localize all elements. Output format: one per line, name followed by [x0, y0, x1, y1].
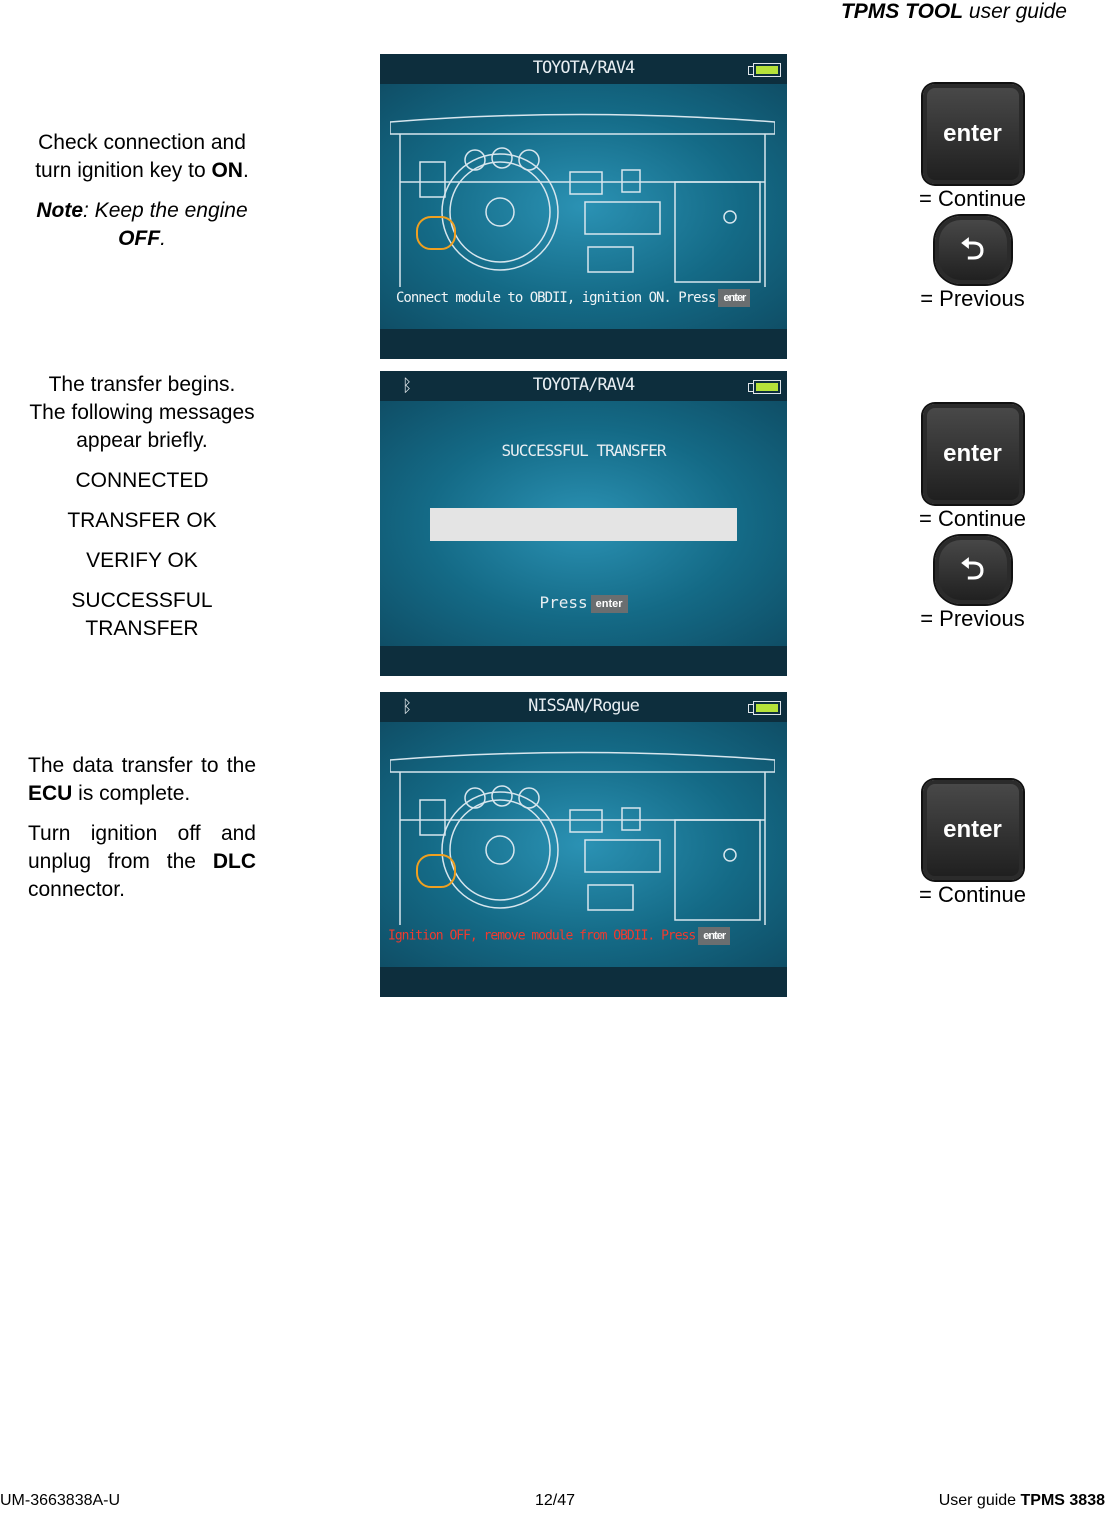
enter-key-icon: enter: [923, 404, 1023, 504]
screen-title: TOYOTA/RAV4: [532, 58, 635, 78]
enter-key-icon: enter: [923, 780, 1023, 880]
transfer-status: SUCCESSFUL TRANSFER: [501, 441, 666, 460]
continue-label: = Continue: [918, 882, 1027, 907]
screen-title: TOYOTA/RAV4: [532, 375, 635, 395]
step-description: The transfer begins. The following messages appear briefly. CONNECTED TRANSFER OK VERIFY OK SUCCESSFUL TRANSFER: [28, 371, 256, 655]
screen-message: Ignition OFF, remove module from OBDII. Press enter: [388, 927, 730, 945]
key-legend: [905, 780, 1040, 912]
bluetooth-icon: ᛒ: [402, 376, 413, 395]
step-row-1: [0, 54, 1105, 359]
note: Note: Keep the engine OFF.: [36, 199, 248, 250]
step-description: The data transfer to the ECU is complete. Turn ignition off and unplug from the DLC connector.: [28, 754, 256, 901]
key-legend: [905, 404, 1040, 636]
step-row-2: [0, 371, 1105, 676]
battery-icon: [753, 63, 781, 77]
progress-bar: [430, 508, 737, 541]
battery-icon: [753, 701, 781, 715]
guide-reference: User guide TPMS 3838: [938, 1492, 1105, 1509]
screen-message: Connect module to OBDII, ignition ON. Press enter: [396, 289, 750, 307]
step-row-3: [0, 692, 1105, 997]
device-screen: [380, 692, 787, 997]
message-connected: CONNECTED: [75, 469, 209, 492]
page-number: 12/47: [535, 1492, 576, 1509]
press-prompt: Press enter: [380, 593, 787, 613]
bluetooth-icon: ᛒ: [402, 697, 413, 716]
enter-key-icon: enter: [923, 84, 1023, 184]
enter-key-hint: enter: [591, 595, 628, 613]
message-verify-ok: VERIFY OK: [86, 549, 198, 572]
enter-key-hint: enter: [718, 289, 750, 307]
page-header: [841, 0, 1067, 24]
device-screen: [380, 54, 787, 359]
enter-key-hint: enter: [698, 927, 730, 945]
back-key-icon: ⮌: [935, 536, 1011, 604]
header-suffix: user guide: [968, 0, 1067, 23]
key-legend: [905, 84, 1040, 316]
battery-icon: [753, 380, 781, 394]
message-successful-transfer: SUCCESSFUL TRANSFER: [71, 589, 213, 640]
page-footer: [0, 1492, 1105, 1514]
document-id: UM-3663838A-U: [0, 1492, 121, 1509]
previous-label: = Previous: [920, 606, 1025, 631]
header-brand: TPMS TOOL: [840, 0, 964, 23]
continue-label: = Continue: [918, 186, 1027, 211]
step-description: Check connection and turn ignition key to ON. Note: Keep the engine OFF.: [28, 129, 256, 265]
screen-title: NISSAN/Rogue: [528, 696, 639, 716]
back-key-icon: ⮌: [935, 216, 1011, 284]
message-transfer-ok: TRANSFER OK: [67, 509, 217, 532]
device-screen: [380, 371, 787, 676]
previous-label: = Previous: [920, 286, 1025, 311]
dashboard-illustration: [390, 112, 775, 287]
continue-label: = Continue: [918, 506, 1027, 531]
dashboard-illustration: [390, 750, 775, 925]
